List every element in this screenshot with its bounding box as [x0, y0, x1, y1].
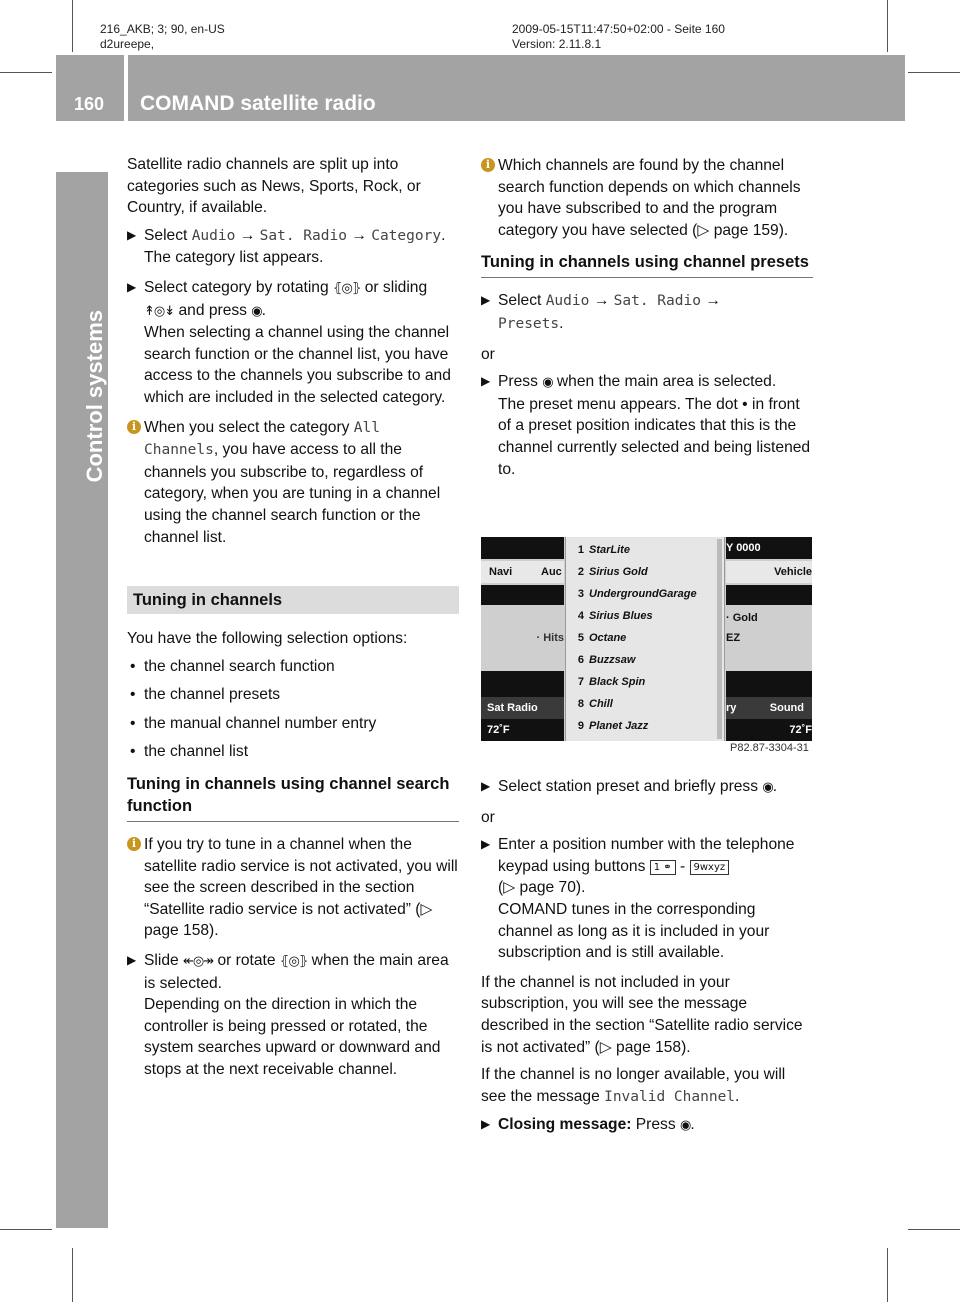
keypad-1-button: 1 ⚭: [650, 860, 676, 875]
screen-ez-label: EZ: [726, 632, 741, 644]
option-text: the channel presets: [144, 686, 281, 704]
triangle-right-icon: ▶: [127, 227, 137, 242]
step-select-category-menu: [127, 225, 459, 269]
preset-item[interactable]: [566, 671, 724, 693]
page-number: 160: [73, 94, 105, 114]
text: .: [735, 1087, 740, 1105]
info-icon: i: [127, 420, 141, 434]
text: Select station preset and briefly press: [498, 778, 763, 795]
print-meta-right: [512, 22, 725, 52]
controller-slide-left-right-icon: ↞◎↠: [183, 954, 214, 970]
text: If you try to tune in a channel when the satellite radio service is not activated, you will see the screen described in the section “Satellite radio service is not activated” (▷ page 158).: [144, 836, 458, 940]
preset-name: Sirius Blues: [589, 610, 653, 622]
list-item: [127, 713, 459, 735]
page-title: COMAND satellite radio: [140, 92, 376, 115]
step-press-controller: [481, 371, 813, 480]
arrow-icon: →: [705, 292, 721, 310]
intro-text: Satellite radio channels are split up into categories such as News, Sports, Rock, or Country, if available.: [127, 156, 421, 217]
preset-item[interactable]: [566, 627, 724, 649]
text: in front of a preset position indicates that this is the channel currently selected and being listened to.: [498, 395, 811, 478]
list-item: [127, 684, 459, 706]
controller-press-icon: ◉: [251, 303, 262, 319]
text: .: [559, 314, 564, 332]
dot-icon: •: [742, 395, 748, 413]
menu-path-audio: Audio: [191, 227, 236, 244]
step-slide-or-rotate: [127, 950, 459, 1081]
text: The preset menu appears. The dot: [498, 395, 743, 413]
info-note-not-activated: [127, 834, 459, 942]
screen-audio-label: Auc: [541, 566, 562, 578]
header-separator: [124, 55, 128, 121]
preset-name: Planet Jazz: [589, 720, 649, 732]
text: .: [772, 778, 778, 795]
menu-path-presets: Presets: [498, 315, 560, 332]
text: Which channels are found by the channel search function depends on which channels you have subscribed to and the program category you have selected (▷ page 159).: [498, 157, 801, 239]
scrollbar[interactable]: [717, 539, 722, 739]
text: If the channel is no longer available, you will see the message: [481, 1066, 786, 1105]
left-column: [127, 154, 459, 1089]
triangle-right-icon: ▶: [481, 374, 491, 389]
info-icon: i: [127, 837, 141, 851]
text: Select category by rotating: [144, 278, 333, 296]
preset-name: UndergroundGarage: [589, 588, 697, 600]
preset-name: Sirius Gold: [589, 566, 648, 578]
screen-band: [726, 671, 812, 697]
text: Select: [144, 226, 192, 244]
screen-vehicle-label: Vehicle: [726, 561, 812, 583]
text: Slide: [144, 952, 184, 970]
screen-navi-label: Navi: [489, 566, 513, 578]
text: , you have access to all the channels you subscribe to, regardless of category, when you are tuning in a channel using the channel search function or the channel list.: [144, 441, 441, 546]
bullet-icon: •: [130, 743, 136, 761]
info-note-channel-search: [481, 155, 813, 241]
screen-temp-right: 72˚F: [726, 719, 812, 741]
triangle-right-icon: ▶: [127, 279, 137, 294]
text: Enter a position number with the telephone keypad using buttons: [498, 836, 795, 875]
section-banner: Tuning in channels: [127, 586, 459, 614]
preset-number: 4: [577, 610, 584, 622]
crop-mark: [0, 1229, 52, 1230]
preset-number: 9: [577, 720, 584, 732]
preset-list: [557, 537, 725, 741]
text: -: [675, 857, 690, 875]
info-note-all-channels: [127, 417, 459, 549]
selected-dot-icon: •: [557, 543, 561, 554]
meta-line: d2ureepe,: [100, 37, 155, 51]
bullet-icon: •: [130, 686, 136, 704]
preset-name: Buzzsaw: [589, 654, 636, 666]
screen-sat-radio-label: Sat Radio: [481, 697, 564, 719]
option-text: the channel search function: [144, 657, 335, 675]
screen-band: [481, 671, 564, 697]
step-closing-message: [481, 1114, 813, 1137]
text: when the main area is selected.: [144, 952, 449, 992]
controller-press-icon: ◉: [542, 375, 553, 391]
crop-mark: [72, 0, 73, 52]
menu-path-sat-radio: Sat. Radio: [259, 227, 347, 244]
screen-temp-left: 72˚F: [481, 719, 564, 741]
text: .: [261, 301, 266, 319]
step-result: COMAND tunes in the corresponding channel as long as it is included in your subscription and is still available.: [498, 900, 770, 962]
step-result: The category list appears.: [144, 249, 324, 267]
controller-press-icon: ◉: [679, 1118, 691, 1134]
arrow-icon: →: [593, 292, 610, 310]
keypad-9-button: 9wxyz: [690, 860, 730, 875]
crop-mark: [887, 1248, 888, 1302]
bullet-icon: •: [130, 714, 136, 732]
triangle-right-icon: ▶: [481, 1117, 491, 1132]
preset-name: Chill: [589, 698, 613, 710]
screen-hits-label: · Hits: [536, 632, 564, 644]
arrow-icon: →: [239, 226, 256, 244]
preset-item[interactable]: [566, 561, 724, 583]
text: .: [441, 226, 446, 244]
step-result: Depending on the direction in which the controller is being pressed or rotated, the system searches upward or downward and stops at the next receivable channel.: [144, 996, 441, 1078]
controller-rotate-icon: ⦃◎⦄: [332, 280, 361, 296]
preset-menu-screenshot: [481, 537, 812, 741]
subheading-channel-search: Tuning in channels using channel search function: [127, 773, 459, 822]
text: When you select the category: [144, 418, 354, 436]
info-icon: i: [481, 158, 495, 172]
preset-name: Black Spin: [589, 676, 646, 688]
controller-rotate-icon: ⦃◎⦄: [279, 954, 308, 970]
step-select-category: [127, 277, 459, 409]
text: .: [690, 1116, 695, 1134]
crop-mark: [908, 1229, 960, 1230]
or-text: or: [481, 808, 495, 826]
screen-band: [481, 585, 564, 605]
crop-mark: [908, 72, 960, 73]
preset-item[interactable]: [566, 605, 724, 627]
step-enter-number: [481, 834, 813, 964]
preset-number: 6: [577, 654, 584, 666]
paragraph: If the channel is not included in your subscription, you will see the message described in the section “Satellite radio service is not activated” (▷ page 158).: [481, 973, 803, 1056]
side-tab-label: Control systems: [82, 310, 107, 483]
step-select-presets-menu: [481, 290, 813, 335]
options-intro: You have the following selection options:: [127, 630, 408, 648]
meta-line: 216_AKB; 3; 90, en-US: [100, 22, 225, 36]
text: (▷ page 70).: [498, 879, 586, 897]
preset-number: 2: [577, 566, 584, 578]
crop-mark: [72, 1248, 73, 1302]
preset-number: 7: [577, 676, 584, 688]
preset-number: 5: [577, 632, 584, 644]
step-select-preset: [481, 776, 813, 799]
subheading-channel-presets: Tuning in channels using channel presets: [481, 251, 813, 278]
crop-mark: [0, 72, 52, 73]
screen-sound-label: Sound: [769, 702, 804, 714]
preset-number: 3: [577, 588, 584, 600]
preset-item[interactable]: [566, 583, 724, 605]
text: or rotate: [213, 952, 280, 970]
text: or sliding: [360, 278, 428, 296]
text: Press: [631, 1116, 680, 1134]
right-column-lower: [481, 776, 813, 1145]
menu-path-category: Category: [371, 227, 442, 244]
arrow-icon: →: [351, 226, 367, 244]
preset-item[interactable]: [566, 539, 724, 561]
triangle-right-icon: ▶: [481, 293, 491, 308]
category-all-channels: All Channels: [144, 419, 380, 459]
text: Select: [498, 292, 546, 310]
bullet-icon: •: [130, 657, 136, 675]
meta-line: Version: 2.11.8.1: [512, 37, 602, 51]
bold-label: Closing message:: [498, 1116, 632, 1134]
screen-tab-navi: [481, 561, 564, 583]
step-result: When selecting a channel using the channel search function or the channel list, you have access to the channels you subscribe to and which are included in the selected category.: [144, 324, 451, 406]
text: Press: [498, 373, 543, 391]
preset-name: StarLite: [589, 544, 630, 556]
text: when the main area is selected.: [552, 373, 777, 391]
triangle-right-icon: ▶: [127, 953, 137, 968]
preset-name: Octane: [589, 632, 627, 644]
list-item: [127, 741, 459, 763]
screen-gold-label: · Gold: [726, 612, 758, 624]
text: and press: [174, 301, 252, 319]
print-meta-left: [100, 22, 225, 52]
preset-item[interactable]: [566, 693, 724, 715]
preset-number: 8: [577, 698, 584, 710]
screen-ry-label: ry: [726, 702, 737, 714]
or-text: or: [481, 345, 495, 363]
triangle-right-icon: ▶: [481, 779, 491, 793]
list-item: [127, 656, 459, 678]
screen-bottom-right: [726, 697, 812, 719]
preset-item[interactable]: [566, 649, 724, 671]
preset-number: 1: [577, 544, 584, 556]
screen-topbar-left: [481, 537, 564, 559]
crop-mark: [887, 0, 888, 52]
option-text: the channel list: [144, 743, 249, 761]
screen-band: [726, 585, 812, 605]
screen-status: Y 0000: [726, 537, 812, 559]
triangle-right-icon: ▶: [481, 837, 491, 852]
controller-press-icon: ◉: [762, 780, 773, 795]
preset-item[interactable]: [566, 715, 724, 737]
message-invalid-channel: Invalid Channel: [604, 1088, 736, 1105]
option-text: the manual channel number entry: [144, 714, 377, 732]
controller-slide-up-down-icon: ↟◎↡: [144, 303, 175, 319]
image-id: P82.87-3304-31: [730, 742, 809, 754]
right-column: [481, 155, 813, 488]
menu-path-sat-radio: Sat. Radio: [613, 293, 701, 310]
menu-path-audio: Audio: [545, 293, 590, 310]
meta-line: 2009-05-15T11:47:50+02:00 - Seite 160: [512, 22, 725, 36]
